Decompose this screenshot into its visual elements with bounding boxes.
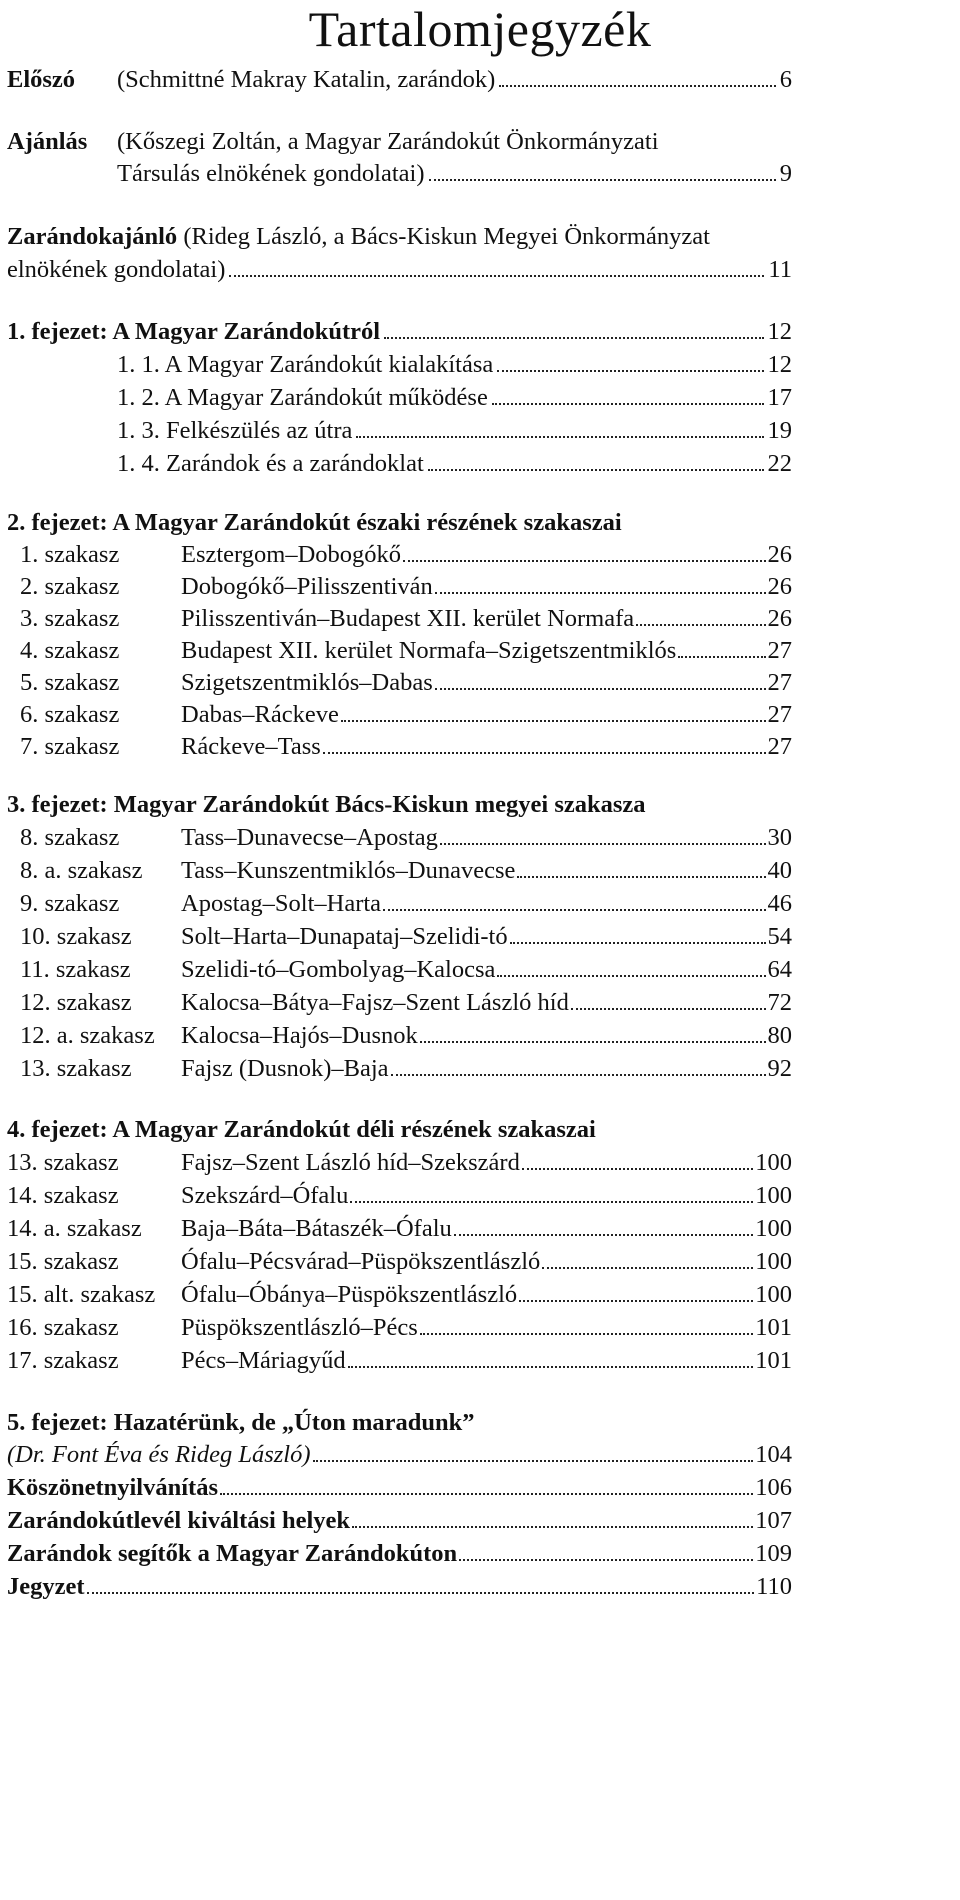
route-text: Tass–Dunavecse–Apostag <box>181 824 438 851</box>
chapter-5-title[interactable]: 5. fejezet: Hazatérünk, de „Úton maradunk” <box>7 1409 475 1436</box>
ajanlas-label: Ajánlás <box>7 128 88 155</box>
dot-leader <box>229 255 764 277</box>
entry-text: 1. 4. Zarándok és a zarándoklat <box>117 450 424 477</box>
page-number: 27 <box>767 669 792 696</box>
entry-text: 1. 2. A Magyar Zarándokút működése <box>117 384 488 411</box>
page-number: 12 <box>767 351 792 378</box>
toc-entry-1-3[interactable] <box>117 416 792 446</box>
route-text: Tass–Kunszentmiklós–Dunavecse <box>181 857 516 884</box>
page-number: 100 <box>755 1182 792 1209</box>
toc-entry-section[interactable] <box>181 1346 792 1376</box>
toc-entry-zarandokutlevel[interactable] <box>7 1506 792 1536</box>
page-number: 100 <box>755 1149 792 1176</box>
toc-entry-section[interactable] <box>181 1280 792 1310</box>
page-title: Tartalomjegyzék <box>308 1 652 57</box>
toc-entry-chapter-1[interactable] <box>7 317 792 347</box>
dot-leader <box>348 1346 754 1368</box>
eloszo-label: Előszó <box>7 66 76 93</box>
page-number: 107 <box>755 1507 792 1534</box>
page-number: 109 <box>755 1540 792 1567</box>
dot-leader <box>420 1021 766 1043</box>
toc-entry-1-1[interactable] <box>117 350 792 380</box>
section-label: 13. szakasz <box>7 1149 119 1176</box>
section-label: 12. a. szakasz <box>20 1022 155 1049</box>
section-label: 4. szakasz <box>20 637 120 664</box>
chapter-2-title[interactable]: 2. fejezet: A Magyar Zarándokút északi részének szakaszai <box>7 509 622 536</box>
toc-entry-section[interactable] <box>181 572 792 602</box>
entry-text: Köszönetnyilvánítás <box>7 1474 218 1501</box>
page-number: 26 <box>767 605 792 632</box>
toc-entry-section[interactable] <box>181 1247 792 1277</box>
dot-leader <box>352 1506 753 1528</box>
dot-leader <box>519 1280 753 1302</box>
dot-leader <box>454 1214 753 1236</box>
route-text: Budapest XII. kerület Normafa–Szigetszentmiklós <box>181 637 677 664</box>
page-number: 110 <box>756 1573 792 1600</box>
toc-entry-zarandokajanlo[interactable] <box>7 255 792 285</box>
route-text: Baja–Báta–Bátaszék–Ófalu <box>181 1215 452 1242</box>
page-number: 100 <box>755 1248 792 1275</box>
toc-entry-section[interactable] <box>181 636 792 666</box>
chapter-3-title[interactable]: 3. fejezet: Magyar Zarándokút Bács-Kiskun megyei szakasza <box>7 791 646 818</box>
section-label: 6. szakasz <box>20 701 120 728</box>
page-number: 104 <box>755 1441 792 1468</box>
toc-entry-section[interactable] <box>181 1181 792 1211</box>
toc-entry-section[interactable] <box>181 732 792 762</box>
dot-leader <box>384 317 763 339</box>
dot-leader <box>499 65 775 87</box>
route-text: Szigetszentmiklós–Dabas <box>181 669 433 696</box>
toc-entry-ajanlas[interactable] <box>117 159 792 189</box>
dot-leader <box>356 416 763 438</box>
page-number: 64 <box>767 956 792 983</box>
dot-leader <box>87 1572 755 1594</box>
page-number: 80 <box>767 1022 792 1049</box>
dot-leader <box>497 350 763 372</box>
section-label: 5. szakasz <box>20 669 120 696</box>
route-text: Ráckeve–Tass <box>181 733 321 760</box>
dot-leader <box>403 540 765 562</box>
route-text: Dobogókő–Pilisszentiván <box>181 573 433 600</box>
toc-entry-1-4[interactable] <box>117 449 792 479</box>
section-label: 17. szakasz <box>7 1347 119 1374</box>
entry-text: 1. 3. Felkészülés az útra <box>117 417 353 444</box>
chapter-4-title[interactable]: 4. fejezet: A Magyar Zarándokút déli részének szakaszai <box>7 1116 596 1143</box>
toc-entry-section[interactable] <box>181 1054 792 1084</box>
toc-entry-section[interactable] <box>181 668 792 698</box>
dot-leader <box>571 988 766 1010</box>
dot-leader <box>636 604 765 626</box>
dot-leader <box>323 732 766 754</box>
ajanlas-text-line2: Társulás elnökének gondolatai) <box>117 160 425 187</box>
entry-text: Zarándok segítők a Magyar Zarándokúton <box>7 1540 458 1567</box>
page-number: 26 <box>767 573 792 600</box>
dot-leader <box>435 572 766 594</box>
section-label: 14. szakasz <box>7 1182 119 1209</box>
page-number: 11 <box>768 256 792 283</box>
toc-entry-section[interactable] <box>181 700 792 730</box>
route-text: Fajsz (Dusnok)–Baja <box>181 1055 389 1082</box>
dot-leader <box>429 159 776 181</box>
page-number: 101 <box>755 1347 792 1374</box>
page-number: 100 <box>755 1281 792 1308</box>
zarandokajanlo-label: Zarándokajánló <box>7 223 178 250</box>
route-text: Pécs–Máriagyűd <box>181 1347 346 1374</box>
dot-leader <box>350 1181 753 1203</box>
section-label: 9. szakasz <box>20 890 120 917</box>
dot-leader <box>510 922 766 944</box>
zarandokajanlo-text-line1: (Rideg László, a Bács-Kiskun Megyei Önkormányzat <box>177 223 710 250</box>
toc-entry-eloszo[interactable] <box>117 65 792 95</box>
section-label: 10. szakasz <box>20 923 132 950</box>
route-text: Dabas–Ráckeve <box>181 701 339 728</box>
section-label: 15. szakasz <box>7 1248 119 1275</box>
route-text: Ófalu–Óbánya–Püspökszentlászló <box>181 1281 518 1308</box>
dot-leader <box>492 383 764 405</box>
dot-leader <box>542 1247 753 1269</box>
page-number: 100 <box>755 1215 792 1242</box>
page-number: 26 <box>767 541 792 568</box>
dot-leader <box>420 1313 753 1335</box>
page-number: 6 <box>779 66 792 93</box>
toc-entry-1-2[interactable] <box>117 383 792 413</box>
page-number: 30 <box>767 824 792 851</box>
toc-entry-chapter-5[interactable] <box>7 1440 792 1470</box>
route-text: Apostag–Solt–Harta <box>181 890 382 917</box>
zarandokajanlo-text-line2: elnökének gondolatai) <box>7 256 226 283</box>
route-text: Pilisszentiván–Budapest XII. kerület Normafa <box>181 605 635 632</box>
page-number: 46 <box>767 890 792 917</box>
route-text: Püspökszentlászló–Pécs <box>181 1314 418 1341</box>
route-text: Fajsz–Szent László híd–Szekszárd <box>181 1149 520 1176</box>
page-number: 92 <box>767 1055 792 1082</box>
chapter-1-title: 1. fejezet: A Magyar Zarándokútról <box>7 318 381 345</box>
dot-leader <box>220 1473 753 1495</box>
entry-text: Jegyzet <box>7 1573 85 1600</box>
entry-text: Zarándokútlevél kiváltási helyek <box>7 1507 351 1534</box>
page-number: 72 <box>767 989 792 1016</box>
page-number: 12 <box>767 318 792 345</box>
toc-entry-section[interactable] <box>181 1313 792 1343</box>
section-label: 13. szakasz <box>20 1055 132 1082</box>
toc-entry-section[interactable] <box>181 823 792 853</box>
toc-entry-section[interactable] <box>181 540 792 570</box>
section-label: 15. alt. szakasz <box>7 1281 156 1308</box>
dot-leader <box>678 636 765 658</box>
toc-entry-section[interactable] <box>181 856 792 886</box>
dot-leader <box>341 700 766 722</box>
dot-leader <box>459 1539 753 1561</box>
dot-leader <box>522 1148 753 1170</box>
section-label: 11. szakasz <box>20 956 131 983</box>
page-number: 22 <box>767 450 792 477</box>
toc-entry-section[interactable] <box>181 604 792 634</box>
chapter-5-subtitle: (Dr. Font Éva és Rideg László) <box>7 1441 311 1468</box>
toc-entry-section[interactable] <box>181 1148 792 1178</box>
dot-leader <box>383 889 765 911</box>
zarandokajanlo-line1 <box>7 222 710 252</box>
dot-leader <box>517 856 765 878</box>
page-number: 19 <box>767 417 792 444</box>
section-label: 7. szakasz <box>20 733 120 760</box>
toc-entry-koszonetnyilvanitas[interactable] <box>7 1473 792 1503</box>
toc-entry-section[interactable] <box>181 1021 792 1051</box>
section-label: 14. a. szakasz <box>7 1215 142 1242</box>
entry-text: 1. 1. A Magyar Zarándokút kialakítása <box>117 351 494 378</box>
route-text: Esztergom–Dobogókő <box>181 541 402 568</box>
section-label: 12. szakasz <box>20 989 132 1016</box>
dot-leader <box>440 823 766 845</box>
section-label: 1. szakasz <box>20 541 120 568</box>
toc-entry-section[interactable] <box>181 889 792 919</box>
toc-entry-section[interactable] <box>181 1214 792 1244</box>
page-number: 106 <box>755 1474 792 1501</box>
page-number: 27 <box>767 733 792 760</box>
section-label: 8. a. szakasz <box>20 857 143 884</box>
page-number: 54 <box>767 923 792 950</box>
page-number: 101 <box>755 1314 792 1341</box>
eloszo-text: (Schmittné Makray Katalin, zarándok) <box>117 66 496 93</box>
route-text: Kalocsa–Bátya–Fajsz–Szent László híd <box>181 989 569 1016</box>
section-label: 16. szakasz <box>7 1314 119 1341</box>
dot-leader <box>391 1054 766 1076</box>
route-text: Kalocsa–Hajós–Dusnok <box>181 1022 418 1049</box>
dot-leader <box>313 1440 754 1462</box>
route-text: Solt–Harta–Dunapataj–Szelidi-tó <box>181 923 508 950</box>
page-number: 9 <box>779 160 792 187</box>
page-number: 27 <box>767 701 792 728</box>
route-text: Szelidi-tó–Gombolyag–Kalocsa <box>181 956 496 983</box>
section-label: 3. szakasz <box>20 605 120 632</box>
route-text: Ófalu–Pécsvárad–Püspökszentlászló <box>181 1248 541 1275</box>
section-label: 8. szakasz <box>20 824 120 851</box>
toc-entry-jegyzet[interactable] <box>7 1572 792 1602</box>
toc-entry-section[interactable] <box>181 922 792 952</box>
dot-leader <box>497 955 765 977</box>
toc-entry-zarandok-segitok[interactable] <box>7 1539 792 1569</box>
page-number: 17 <box>767 384 792 411</box>
dot-leader <box>428 449 764 471</box>
toc-entry-section[interactable] <box>181 955 792 985</box>
page-number: 27 <box>767 637 792 664</box>
toc-entry-section[interactable] <box>181 988 792 1018</box>
dot-leader <box>435 668 766 690</box>
page-number: 40 <box>767 857 792 884</box>
section-label: 2. szakasz <box>20 573 120 600</box>
ajanlas-text-line1: (Kőszegi Zoltán, a Magyar Zarándokút Önkormányzati <box>117 128 659 155</box>
route-text: Szekszárd–Ófalu <box>181 1182 349 1209</box>
